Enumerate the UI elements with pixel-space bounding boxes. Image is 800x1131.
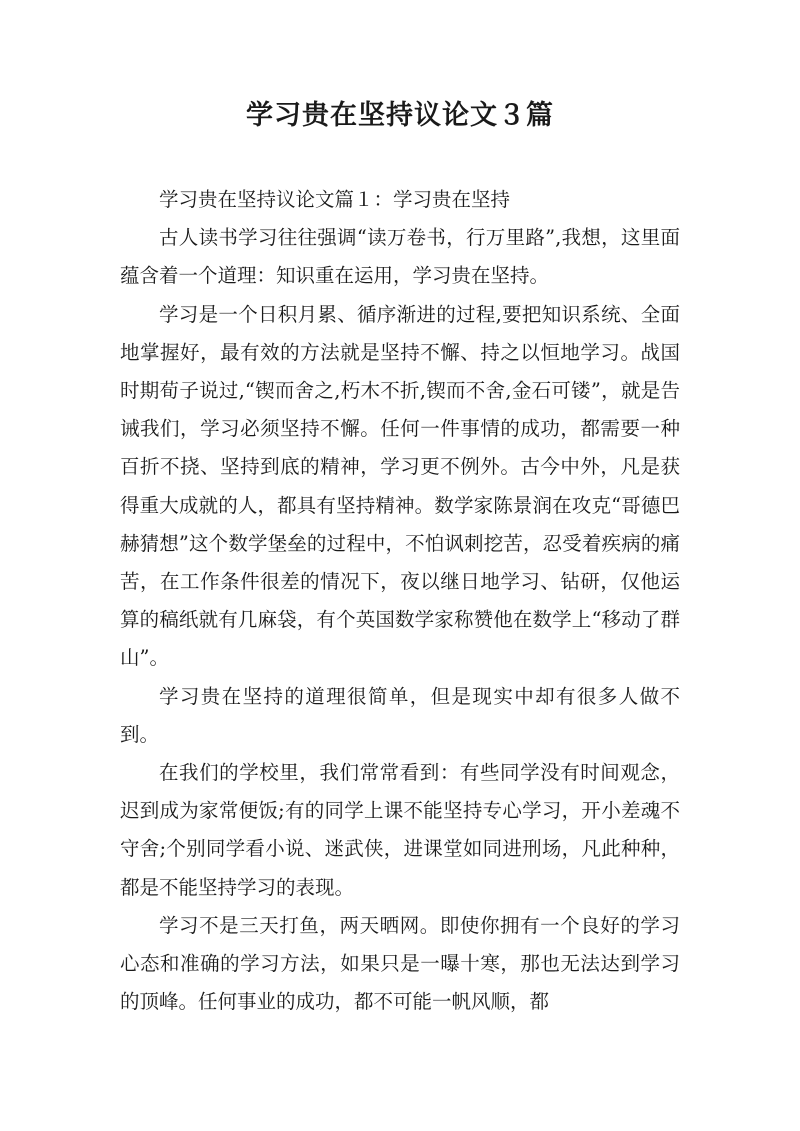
paragraph: 学习贵在坚持的道理很简单，但是现实中却有很多人做不到。 [120, 684, 680, 746]
document-title: 学习贵在坚持议论文３篇 [246, 100, 554, 131]
document-body [120, 181, 680, 1021]
paragraph-subtitle: 学习贵在坚持议论文篇１：学习贵在坚持 [159, 188, 511, 211]
paragraph: 在我们的学校里，我们常常看到：有些同学没有时间观念，迟到成为家常便饭;有的同学上课不能坚持专心学习，开小差魂不守舍;个别同学看小说、迷武侠，进课堂如同进刑场，凡此种种，都是不能坚持学习的表现。 [120, 761, 680, 899]
paragraph: 古人读书学习往往强调“读万卷书，行万里路”,我想，这里面蕴含着一个道理：知识重在运用，学习贵在坚持。 [120, 226, 680, 288]
paragraph: 学习是一个日积月累、循序渐进的过程,要把知识系统、全面地掌握好，最有效的方法就是坚持不懈、持之以恒地学习。战国时期荀子说过,“锲而舍之,朽木不折,锲而不舍,金石可镂”，就是告诫我们，学习必须坚持不懈。任何一件事情的成功，都需要一种百折不挠、坚持到底的精神，学习更不例外。古今中外，凡是获得重大成就的人，都具有坚持精神。数学家陈景润在攻克“哥德巴赫猜想”这个数学堡垒的过程中，不怕讽刺挖苦，忍受着疾病的痛苦，在工作条件很差的情况下，夜以继日地学习、钻研，仅他运算的稿纸就有几麻袋，有个英国数学家称赞他在数学上“移动了群山”。 [120, 302, 680, 670]
paragraph: 学习不是三天打鱼，两天晒网。即使你拥有一个良好的学习心态和准确的学习方法，如果只是一曝十寒，那也无法达到学习的顶峰。任何事业的成功，都不可能一帆风顺，都 [120, 913, 680, 1014]
